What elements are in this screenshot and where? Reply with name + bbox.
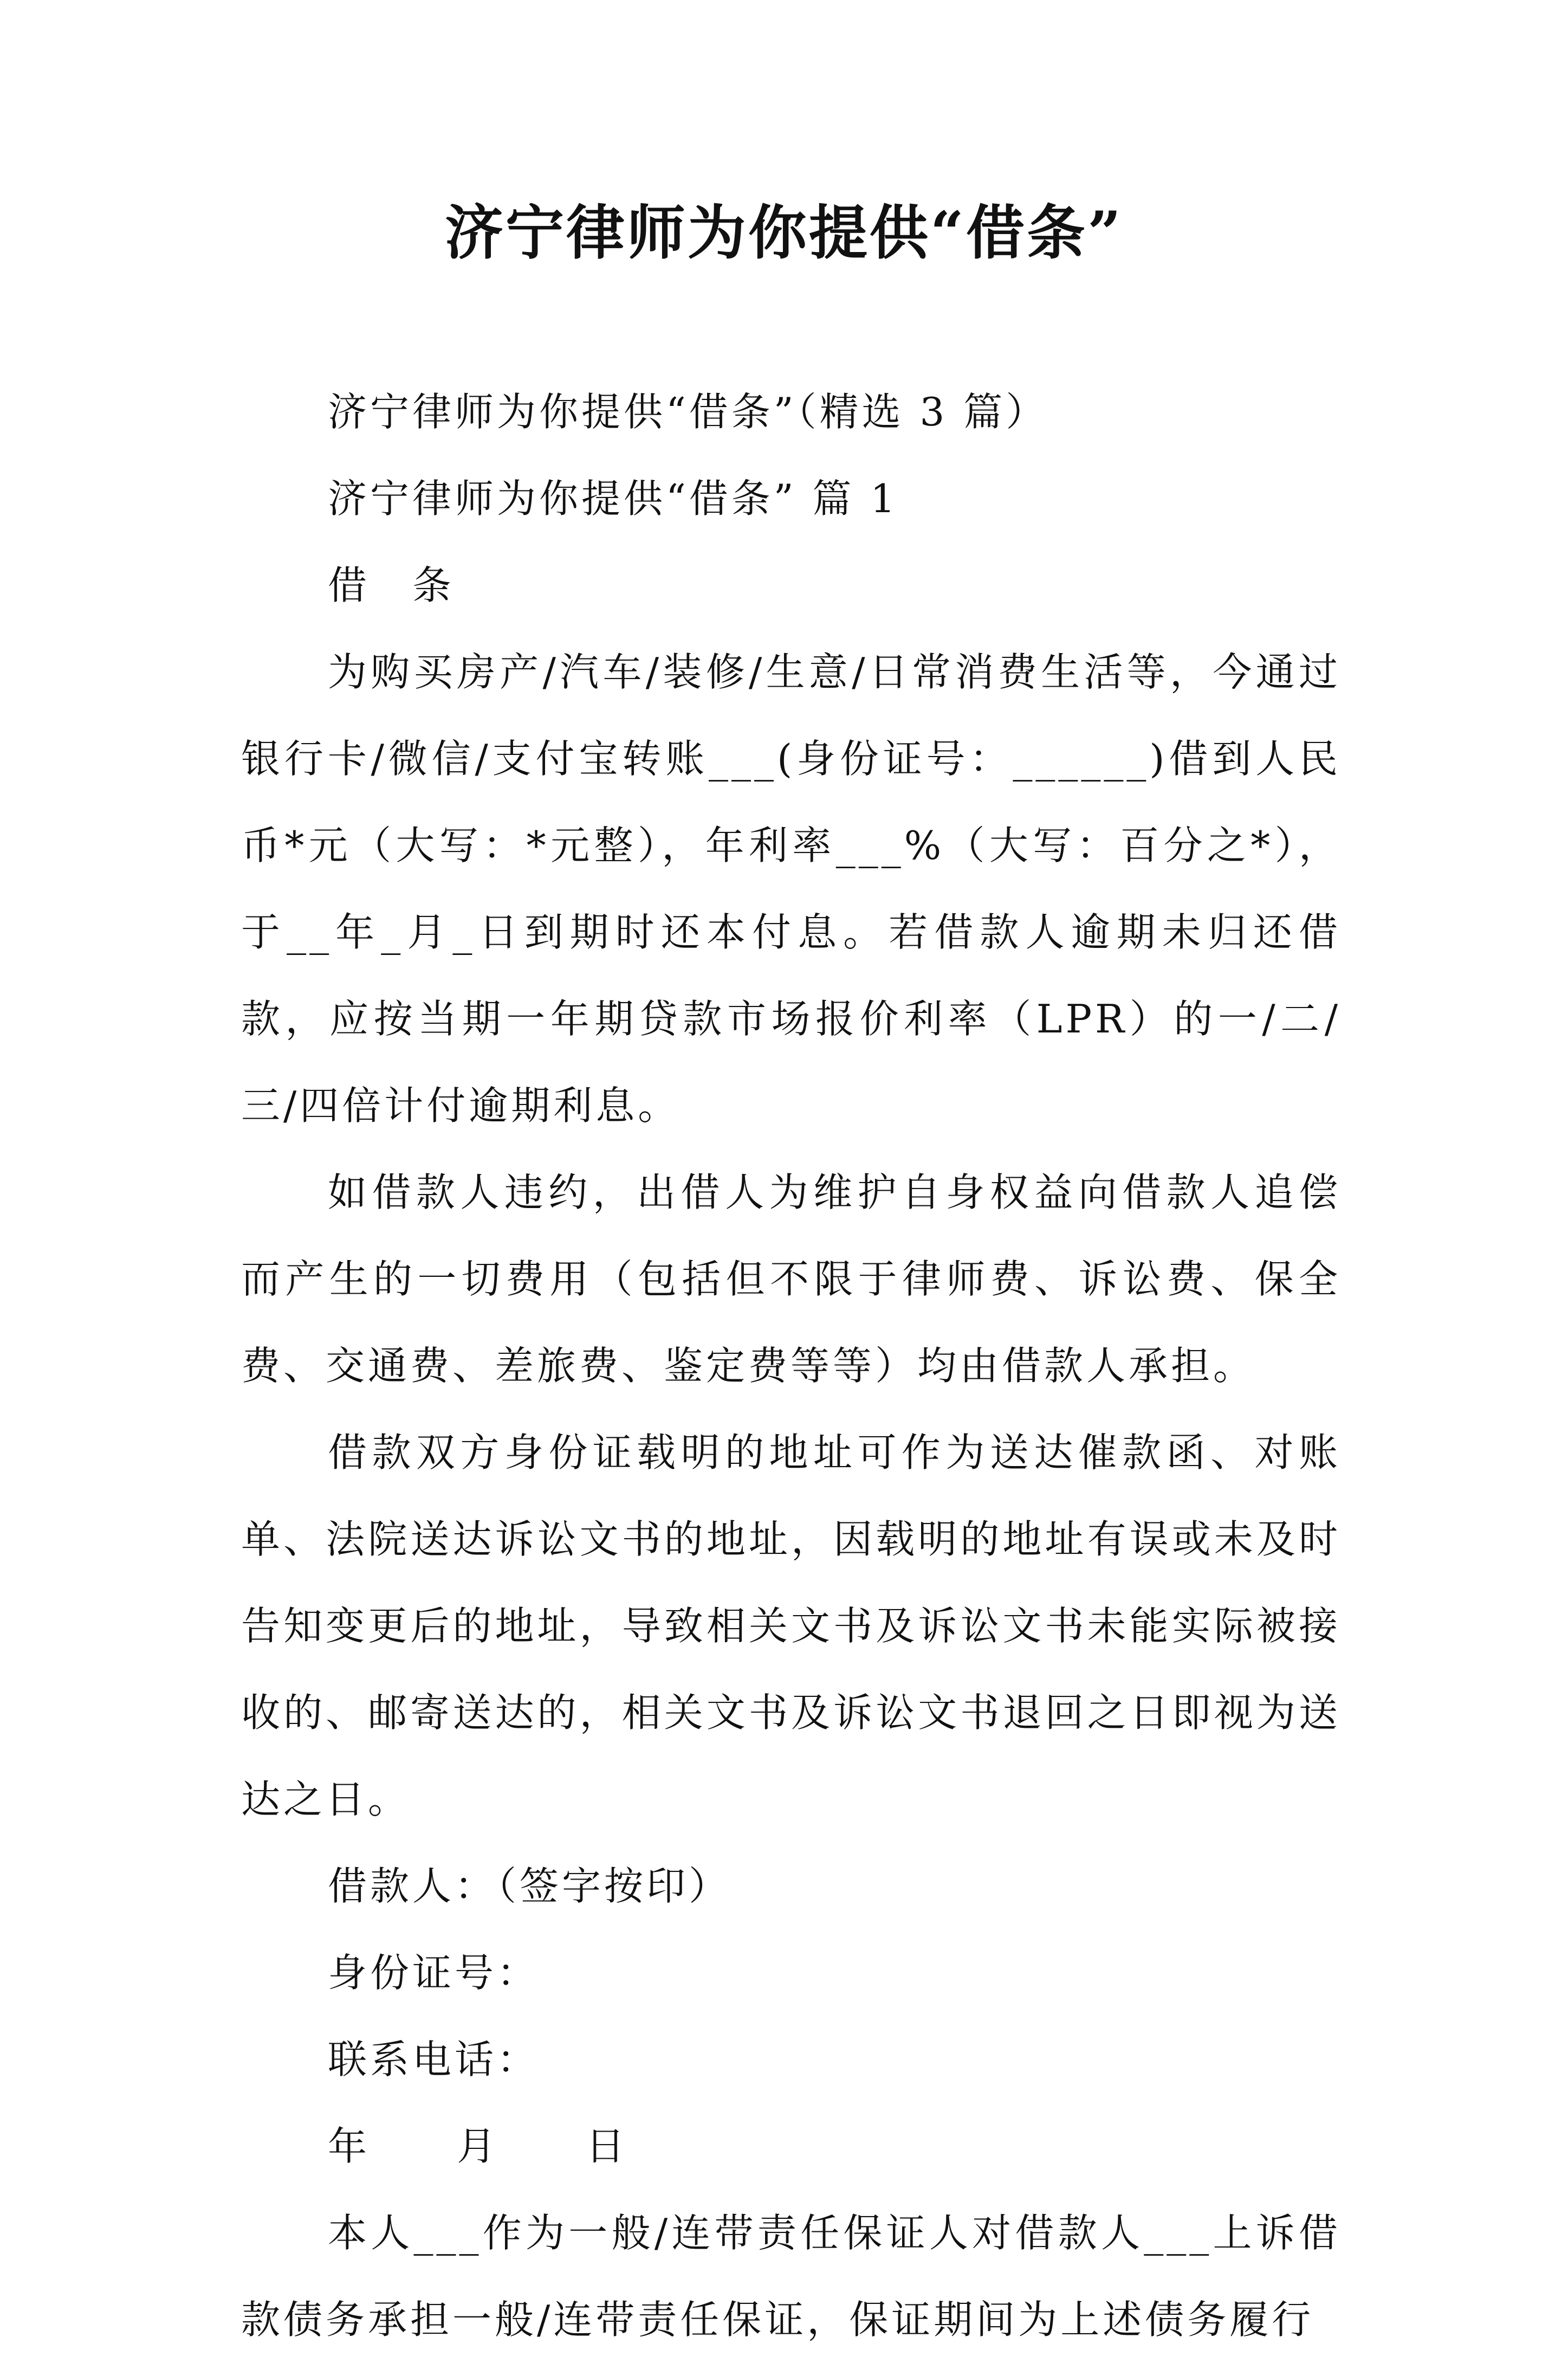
document-title: 济宁律师为你提供“借条” <box>444 199 1124 267</box>
note-heading: 借 条 <box>328 563 455 608</box>
phone-line: 联系电话： <box>328 2037 540 2082</box>
paragraph-guarantee: 本人___作为一般/连带责任保证人对借款人___上诉借款债务承担一般/连带责任保证，保证期间为上述债务履行 <box>241 2210 1341 2342</box>
date-month: 月 <box>457 2123 500 2169</box>
paragraph-service-address: 借款双方身份证载明的地址可作为送达催款函、对账单、法院送达诉讼文书的地址，因载明的地址有误或未及时告知变更后的地址，导致相关文书及诉讼文书未能实际被接收的、邮寄送达的，相关文书及诉讼文书退回之日即视为送达之日。 <box>241 1430 1341 1822</box>
paragraph-breach-costs: 如借款人违约，出借人为维护自身权益向借款人追偿而产生的一切费用（包括但不限于律师费、诉讼费、保全费、交通费、差旅费、鉴定费等等）均由借款人承担。 <box>241 1170 1341 1389</box>
paragraph-loan-terms: 为购买房产/汽车/装修/生意/日常消费生活等，今通过银行卡/微信/支付宝转账___(身份证号：______)借到人民币*元（大写：*元整），年利率___%（大写：百分之*），于__年_月_日到期时还本付息。若借款人逾期未归还借款，应按当期一年期贷款市场报价利率（LPR）的一/二/三/四倍计付逾期利息。 <box>241 649 1341 1128</box>
id-number-line: 身份证号： <box>328 1950 540 1996</box>
date-day: 日 <box>586 2123 629 2169</box>
date-year: 年 <box>328 2123 371 2169</box>
borrower-signature-line: 借款人：（签字按印） <box>328 1863 731 1909</box>
subtitle-line: 济宁律师为你提供“借条”（精选 3 篇） <box>328 389 1048 435</box>
document-body <box>241 369 1341 2363</box>
section-heading: 济宁律师为你提供“借条” 篇 1 <box>328 476 899 521</box>
date-line <box>241 2103 1341 2190</box>
